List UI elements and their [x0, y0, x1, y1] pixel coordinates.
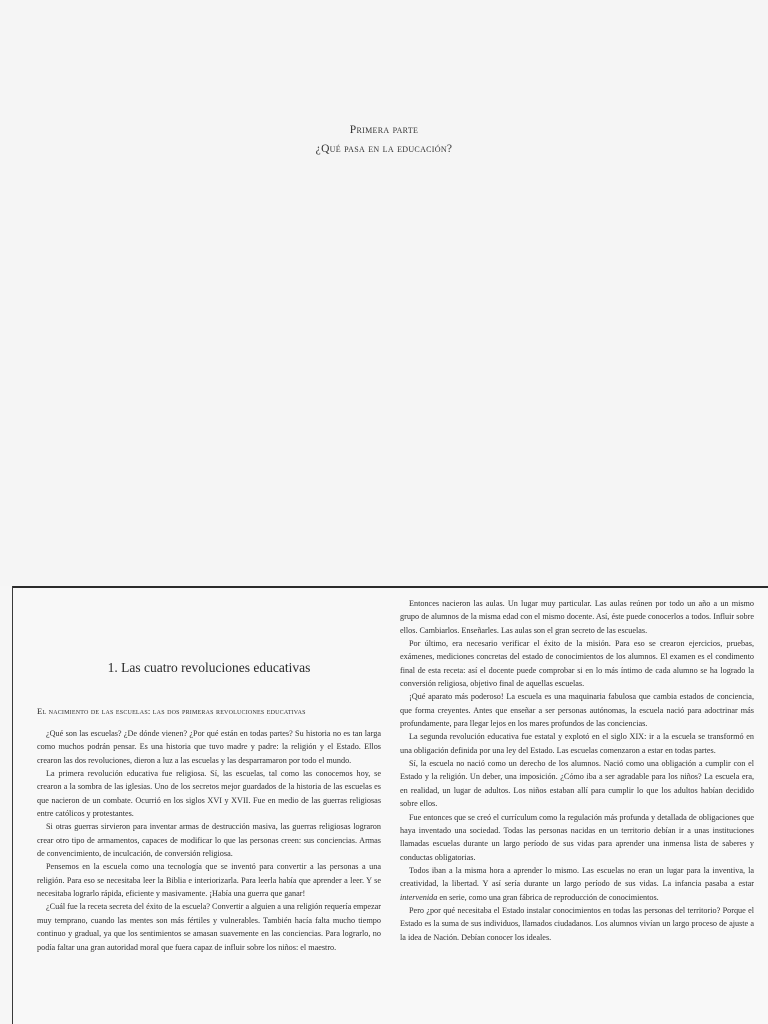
paragraph: ¿Cuál fue la receta secreta del éxito de la escuela? Convertir a alguien a una religión requería empezar muy temprano, cuando las mentes son más fértiles y vulnerables. También hacía falta mucho tiempo continuo y gradual, ya que los sentimientos se amasan suavemente en las conciencias. Para lograrlo, no podía faltar una gran autoridad moral que fuera capaz de influir sobre los niños: el maestro. — [37, 902, 381, 952]
paragraph: Pero ¿por qué necesitaba el Estado instalar conocimientos en todas las personas del territorio? Porque el Estado es la suma de sus individuos, llamados ciudadanos. Los alumnos vivían un largo proceso de ajuste a la idea de Nación. Debían conocer los ideales. — [400, 905, 754, 942]
paragraph: La primera revolución educativa fue religiosa. Sí, las escuelas, tal como las conocemos hoy, se crearon a la sombra de las iglesias. Uno de los secretos mejor guardados de la historia de las escuelas es que nacieron de un combate. Ocurrió en los siglos XVI y XVII. Fue en medio de las guerras religiosas entre católicos y protestantes. — [37, 769, 381, 819]
chapter-title: 1. Las cuatro revoluciones educativas — [107, 660, 311, 675]
paragraph: Entonces nacieron las aulas. Un lugar muy particular. Las aulas reúnen por todo un año a un mismo grupo de alumnos de la misma edad con el mismo docente. Así, éste puede conocerlos a todos. Influir sobre ellos. Cambiarlos. Enseñarles. Las aulas son el gran secreto de las escuelas. — [400, 599, 754, 635]
paragraph: ¡Qué aparato más poderoso! La escuela es una maquinaria fabulosa que cambia estados de conciencia, que forma creyentes. Antes que enseñar a ser personas autónomas, la escuela nació para adoctrinar más profundamente, para llegar lejos en los mares profundos de las conciencias. — [400, 692, 754, 729]
paragraph: Pensemos en la escuela como una tecnología que se inventó para convertir a las personas a una religión. Para eso se necesitaba leer la Biblia e interiorizarla. Para leerla había que aprender a leer. Y se necesitaba lograrlo rápida, eficiente y masivamente. ¡Había una guerra que ganar! — [37, 862, 381, 899]
part-label: Primera parte — [349, 124, 419, 136]
paragraph: Si otras guerras sirvieron para inventar armas de destrucción masiva, las guerras religiosas lograron crear otro tipo de armamentos, capaces de modificar lo que las personas creen: sus conciencias. Armas de convencimiento, de inculcación, de conversión religiosa. — [37, 822, 381, 859]
right-column — [400, 597, 754, 944]
paragraph: Por último, era necesario verificar el éxito de la misión. Para eso se crearon ejercicios, pruebas, exámenes, mediciones concretas del estado de conocimientos de los alumnos. El examen es el condimento final de esta receta: así el docente puede comprobar si en lo más íntimo de cada alumno se ha logrado la conversión religiosa, objetivo final de aquellas escuelas. — [400, 639, 754, 689]
part-heading — [0, 121, 768, 159]
left-paragraphs — [37, 727, 381, 954]
part-title: ¿Qué pasa en la educación? — [315, 143, 453, 155]
right-paragraphs — [400, 597, 754, 944]
paragraph: ¿Qué son las escuelas? ¿De dónde vienen? ¿Por qué están en todas partes? Su historia no es tan larga como muchos podrán pensar. Es una historia que tuvo madre y padre: la religión y el Estado. Ellos crearon las dos revoluciones, dieron a luz a las escuelas y las desparramaron por todo el mundo. — [37, 729, 381, 765]
book-spread-page — [13, 588, 768, 1024]
section-title: El nacimiento de las escuelas: las dos primeras revoluciones educativas — [37, 706, 306, 716]
left-column — [37, 588, 381, 954]
paragraph: Sí, la escuela no nació como un derecho de los alumnos. Nació como una obligación a cumplir con el Estado y la religión. Un deber, una imposición. ¿Cómo iba a ser agradable para los niños? La escuela era, en realidad, un lugar de adultos. Los niños estaban allí para cumplir lo que los adultos habían decidido sobre ellos. — [400, 759, 754, 809]
paragraph: Todos iban a la misma hora a aprender lo mismo. Las escuelas no eran un lugar para la inventiva, la creatividad, la libertad. Y así sería durante un largo período de sus vidas. La infancia pasaba a estar intervenida en serie, como una gran fábrica de reproducción de conocimientos. — [400, 865, 754, 902]
paragraph: La segunda revolución educativa fue estatal y explotó en el siglo XIX: ir a la escuela se transformó en una obligación definida por una ley del Estado. Las escuelas comenzaron a estar en todas partes. — [400, 732, 754, 755]
paragraph: Fue entonces que se creó el currículum como la regulación más profunda y detallada de obligaciones que haya inventado una sociedad. Todas las personas nacidas en un territorio debían ir a unas instituciones llamadas escuelas durante un largo período de sus vidas para aprender una inmensa lista de saberes y conductas obligatorias. — [400, 812, 754, 862]
